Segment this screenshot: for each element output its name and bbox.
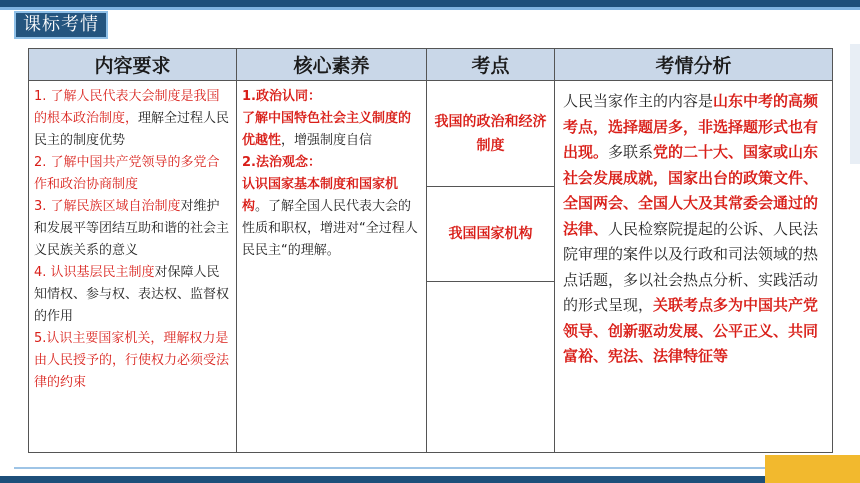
- text-run: 。了解全国人民代表大会的性质和职权，增进对“全过程人民民主“的理解。: [242, 199, 418, 258]
- text-run: 了解中国特色社会主义制度的优越性: [242, 111, 412, 148]
- text-run: 对维护和发展平等团结互助和谐的社会主义民族关系的意义: [34, 199, 230, 258]
- literacy-item: [242, 108, 421, 152]
- requirement-item: [34, 152, 231, 196]
- literacy-item: [242, 174, 421, 262]
- top-accent-line: [0, 7, 860, 10]
- content-requirements-cell: [29, 81, 237, 453]
- text-run: 理解全过程人民民主的制度优势: [34, 111, 230, 148]
- section-title: 课标考情: [14, 11, 108, 39]
- text-run: 人民检察院提起的公诉、人民法院审理的案件以及行政和司法领域的热点话题，多以社会热点分析、实践活动的形式呈现，: [563, 219, 819, 314]
- text-run: 多联系: [608, 143, 654, 161]
- text-run: ，增强制度自信: [281, 133, 373, 148]
- exam-point-empty: [427, 282, 555, 453]
- text-run: 对保障人民知情权、参与权、表达权、监督权的作用: [34, 265, 230, 324]
- header-content-requirements: 内容要求: [29, 49, 237, 81]
- text-run: 4. 认识基层民主制度: [34, 265, 155, 280]
- text-run: 党的二十大、国家或山东社会发展成就，国家出台的政策文件、全国两会、全国人大及其常委会通过的法律、: [563, 143, 819, 238]
- top-banner-bar: [0, 0, 860, 7]
- header-exam-analysis: 考情分析: [555, 49, 833, 81]
- literacy-item: [242, 152, 421, 174]
- requirement-item: [34, 328, 231, 394]
- bottom-accent-line: [14, 467, 860, 469]
- bottom-banner-bar: [0, 476, 860, 483]
- text-run: 5.认识主要国家机关，理解权力是由人民授予的，行使权力必须受法律的约束: [34, 331, 230, 390]
- requirement-item: [34, 196, 231, 262]
- exam-analysis-cell: [555, 81, 833, 453]
- core-literacy-cell: [237, 81, 427, 453]
- header-core-literacy: 核心素养: [237, 49, 427, 81]
- text-run: 2.法治观念：: [242, 155, 321, 170]
- literacy-item: [242, 86, 421, 108]
- exam-point-political-economic-system: 我国的政治和经济制度: [427, 81, 555, 187]
- table-row: [29, 81, 833, 187]
- text-run: 人民当家作主的内容是: [563, 92, 714, 110]
- curriculum-table: [28, 48, 833, 453]
- table-header-row: [29, 49, 833, 81]
- bottom-corner-accent: [765, 455, 860, 483]
- text-run: 山东中考的高频考点，选择题居多，非选择题形式也有出现。: [563, 92, 819, 161]
- text-run: 1. 了解人民代表大会制度是我国的根本政治制度，: [34, 89, 220, 126]
- exam-point-state-organs: 我国国家机构: [427, 187, 555, 282]
- text-run: 2. 了解中国共产党领导的多党合作和政治协商制度: [34, 155, 220, 192]
- text-run: 关联考点多为中国共产党领导、创新驱动发展、公平正义、共同富裕、宪法、法律特征等: [563, 296, 819, 365]
- text-run: 1.政治认同：: [242, 89, 321, 104]
- requirement-item: [34, 86, 231, 152]
- text-run: 认识国家基本制度和国家机构: [242, 177, 399, 214]
- header-exam-points: 考点: [427, 49, 555, 81]
- requirement-item: [34, 262, 231, 328]
- right-decoration: [850, 44, 860, 164]
- text-run: 3. 了解民族区域自治制度: [34, 199, 181, 214]
